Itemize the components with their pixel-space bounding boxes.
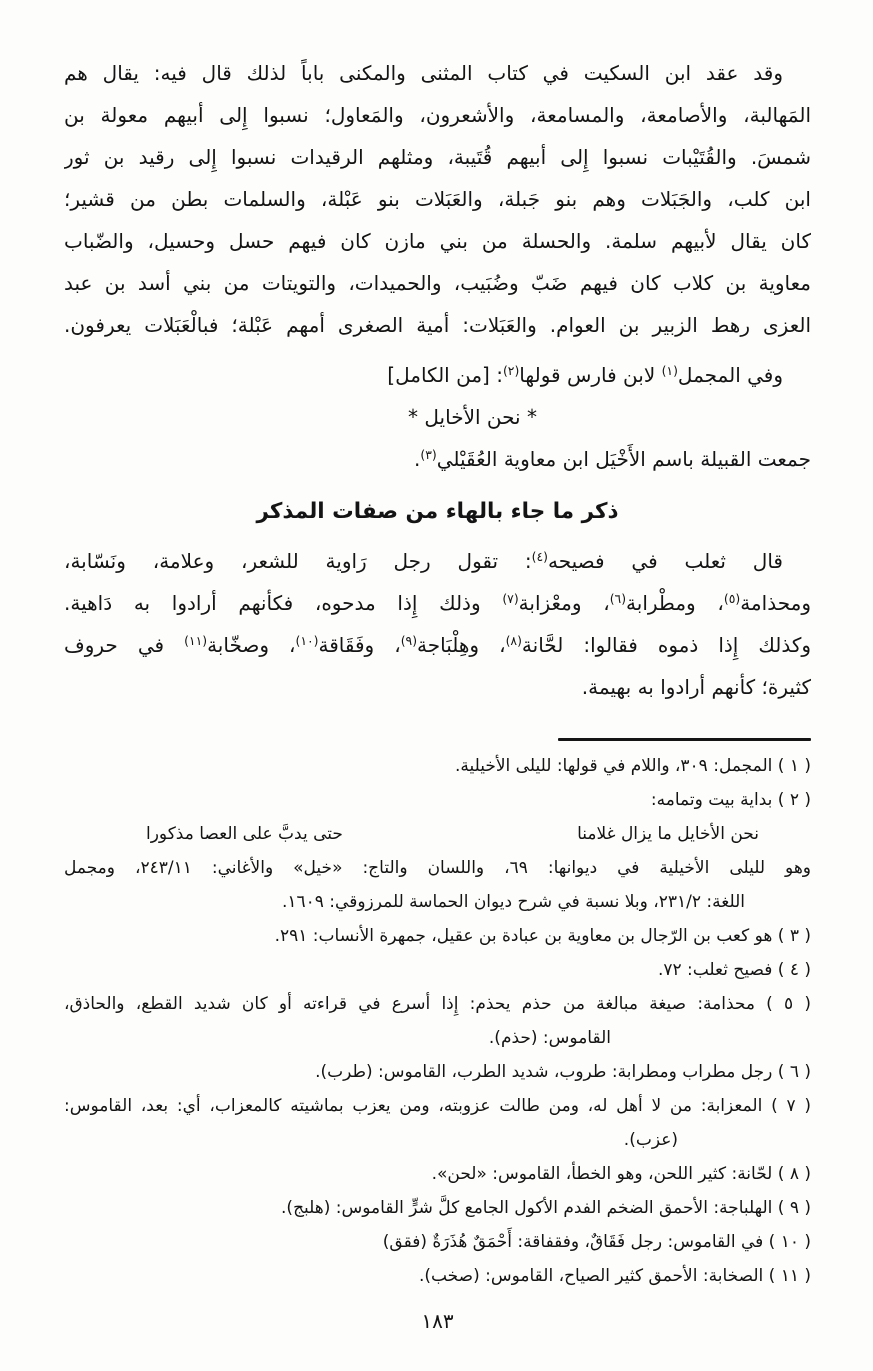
paragraph-line: ابن كلب، والجَبَلات وهم بنو جَبلة، والعَبَلات بنو عَبْلة، والسلمات بطن من قشير؛ [64,187,811,211]
paragraph-1 [64,52,811,346]
footnote-separator [558,738,811,741]
paragraph-line: معاوية بن كلاب كان فيهم ضَبّ وضُبَيب، والحميدات، والتويتات من بني أسد بن عبد [64,271,811,295]
footnote-line: ( ١ ) المجمل: ٣٠٩، واللام في قولها: لليلى الأخيلية. [454,756,811,776]
verse-hemistich-left: حتى يدبَّ على العصا مذكورا [146,824,343,844]
paragraph-line: المَهالبة، والأصامعة، والمسامعة، والأشعرون، والمَعاول؛ نسبوا إِلى أبيهم معولة بن [64,103,811,127]
paragraph-line: العزى رهط الزبير بن العوام. والعَبَلات: أمية الصغرى أمهم عَبْلة؛ فبالْعَبَلات يعرفون. [64,313,811,337]
footnote-line: ( ٦ ) رجل مطراب ومطرابة: طروب، شديد الطرب، القاموس: (طرب). [315,1062,811,1082]
footnote-line: ( ٥ ) محذامة: صيغة مبالغة من حذم يحذم: إِذا أسرع في قراءته أو كان شديد القطع، والحاذق، [64,994,811,1014]
paragraph-line: شمسَ. والقُتَيْبات نسبوا إِلى أبيهم قُتَيبة، ومثلهم الرقيدات نسبوا إِلى رقيد بن ثور [64,145,811,169]
footnote-line: ( ١١ ) الصخابة: الأحمق كثير الصياح، القاموس: (صخب). [418,1266,811,1286]
footnote-line: ( ٧ ) المعزابة: من لا أهل له، ومن طالت عزوبته، ومن يعزب بماشيته كالمعزاب، أي: بعد، القاموس: [64,1096,811,1116]
footnote-line: (عزب). [623,1130,678,1150]
paragraph-line: كان يقال لأبيهم سلمة. والحسلة من بني مازن كان فيهم حسل وحسيل، والضّباب [64,229,811,253]
footnote-verse [64,817,811,851]
paragraph-line: قال ثعلب في فصيحه$^{(٤)}$: تقول رجل رَاوية للشعر، وعلامة، ونَسّابة، [64,549,783,573]
verse-line: * نحن الأخايل * [408,405,537,429]
paragraph-line: ومحذامة$^{(٥)}$، ومطْرابة$^{(٦)}$، ومعْزابة$^{(٧)}$ وذلك إِذا مدحوه، فكأنهم أرادوا به دَاهية. [64,591,811,615]
citation-line: وفي المجمل$^{(١)}$ لابن فارس قولها$^{(٢)}$: [من الكامل] [387,363,783,387]
footnote-line: ( ٣ ) هو كعب بن الرّجال بن معاوية بن عبادة بن عقيل، جمهرة الأنساب: ٢٩١. [274,926,811,946]
page-number: ١٨٣ [421,1309,454,1333]
footnote-line: القاموس: (حذم). [488,1028,611,1048]
attribution-line: جمعت القبيلة باسم الأَخْيَل ابن معاوية العُقَيْلي$^{(٣)}$. [414,447,811,471]
footnote-line: ( ٤ ) فصيح ثعلب: ٧٢. [657,960,811,980]
paragraph-line: كثيرة؛ كأنهم أرادوا به بهيمة. [581,675,811,699]
footnotes [64,749,811,1293]
footnote-line: ( ٢ ) بداية بيت وتمامه: [650,790,811,810]
paragraph-line: وقد عقد ابن السكيت في كتاب المثنى والمكنى باباً لذلك قال فيه: يقال هم [64,61,783,85]
footnote-line: ( ٨ ) لحّانة: كثير اللحن، وهو الخطأ، القاموس: «لحن». [431,1164,811,1184]
verse-hemistich-right: نحن الأخايل ما يزال غلامنا [577,824,759,844]
footnote-line: اللغة: ٢٣١/٢، وبلا نسبة في شرح ديوان الحماسة للمرزوقي: ١٦٠٩. [281,892,745,912]
footnote-line: ( ٩ ) الهلباجة: الأحمق الضخم الفدم الأكول الجامع كلَّ شرٍّ القاموس: (هلبج). [281,1198,811,1218]
footnote-line: وهو لليلى الأخيلية في ديوانها: ٦٩، واللسان والتاج: «خيل» والأغاني: ٢٤٣/١١، ومجمل [64,858,811,878]
section-heading: ذكر ما جاء بالهاء من صفات المذكر [256,499,619,524]
paragraph-line: وكذلك إِذا ذموه فقالوا: لحَّانة$^{(٨)}$، وهِلْبَاجة$^{(٩)}$، وفَقَاقة$^{(١٠)}$، وصخّابة$^{(١١)}$ في حروف [64,633,811,657]
paragraph-2 [64,540,811,708]
footnote-line: ( ١٠ ) في القاموس: رجل فَقَاقٌ، وفقفاقة: أَحْمَقٌ هُذَرَةٌ (فقق) [382,1232,811,1252]
